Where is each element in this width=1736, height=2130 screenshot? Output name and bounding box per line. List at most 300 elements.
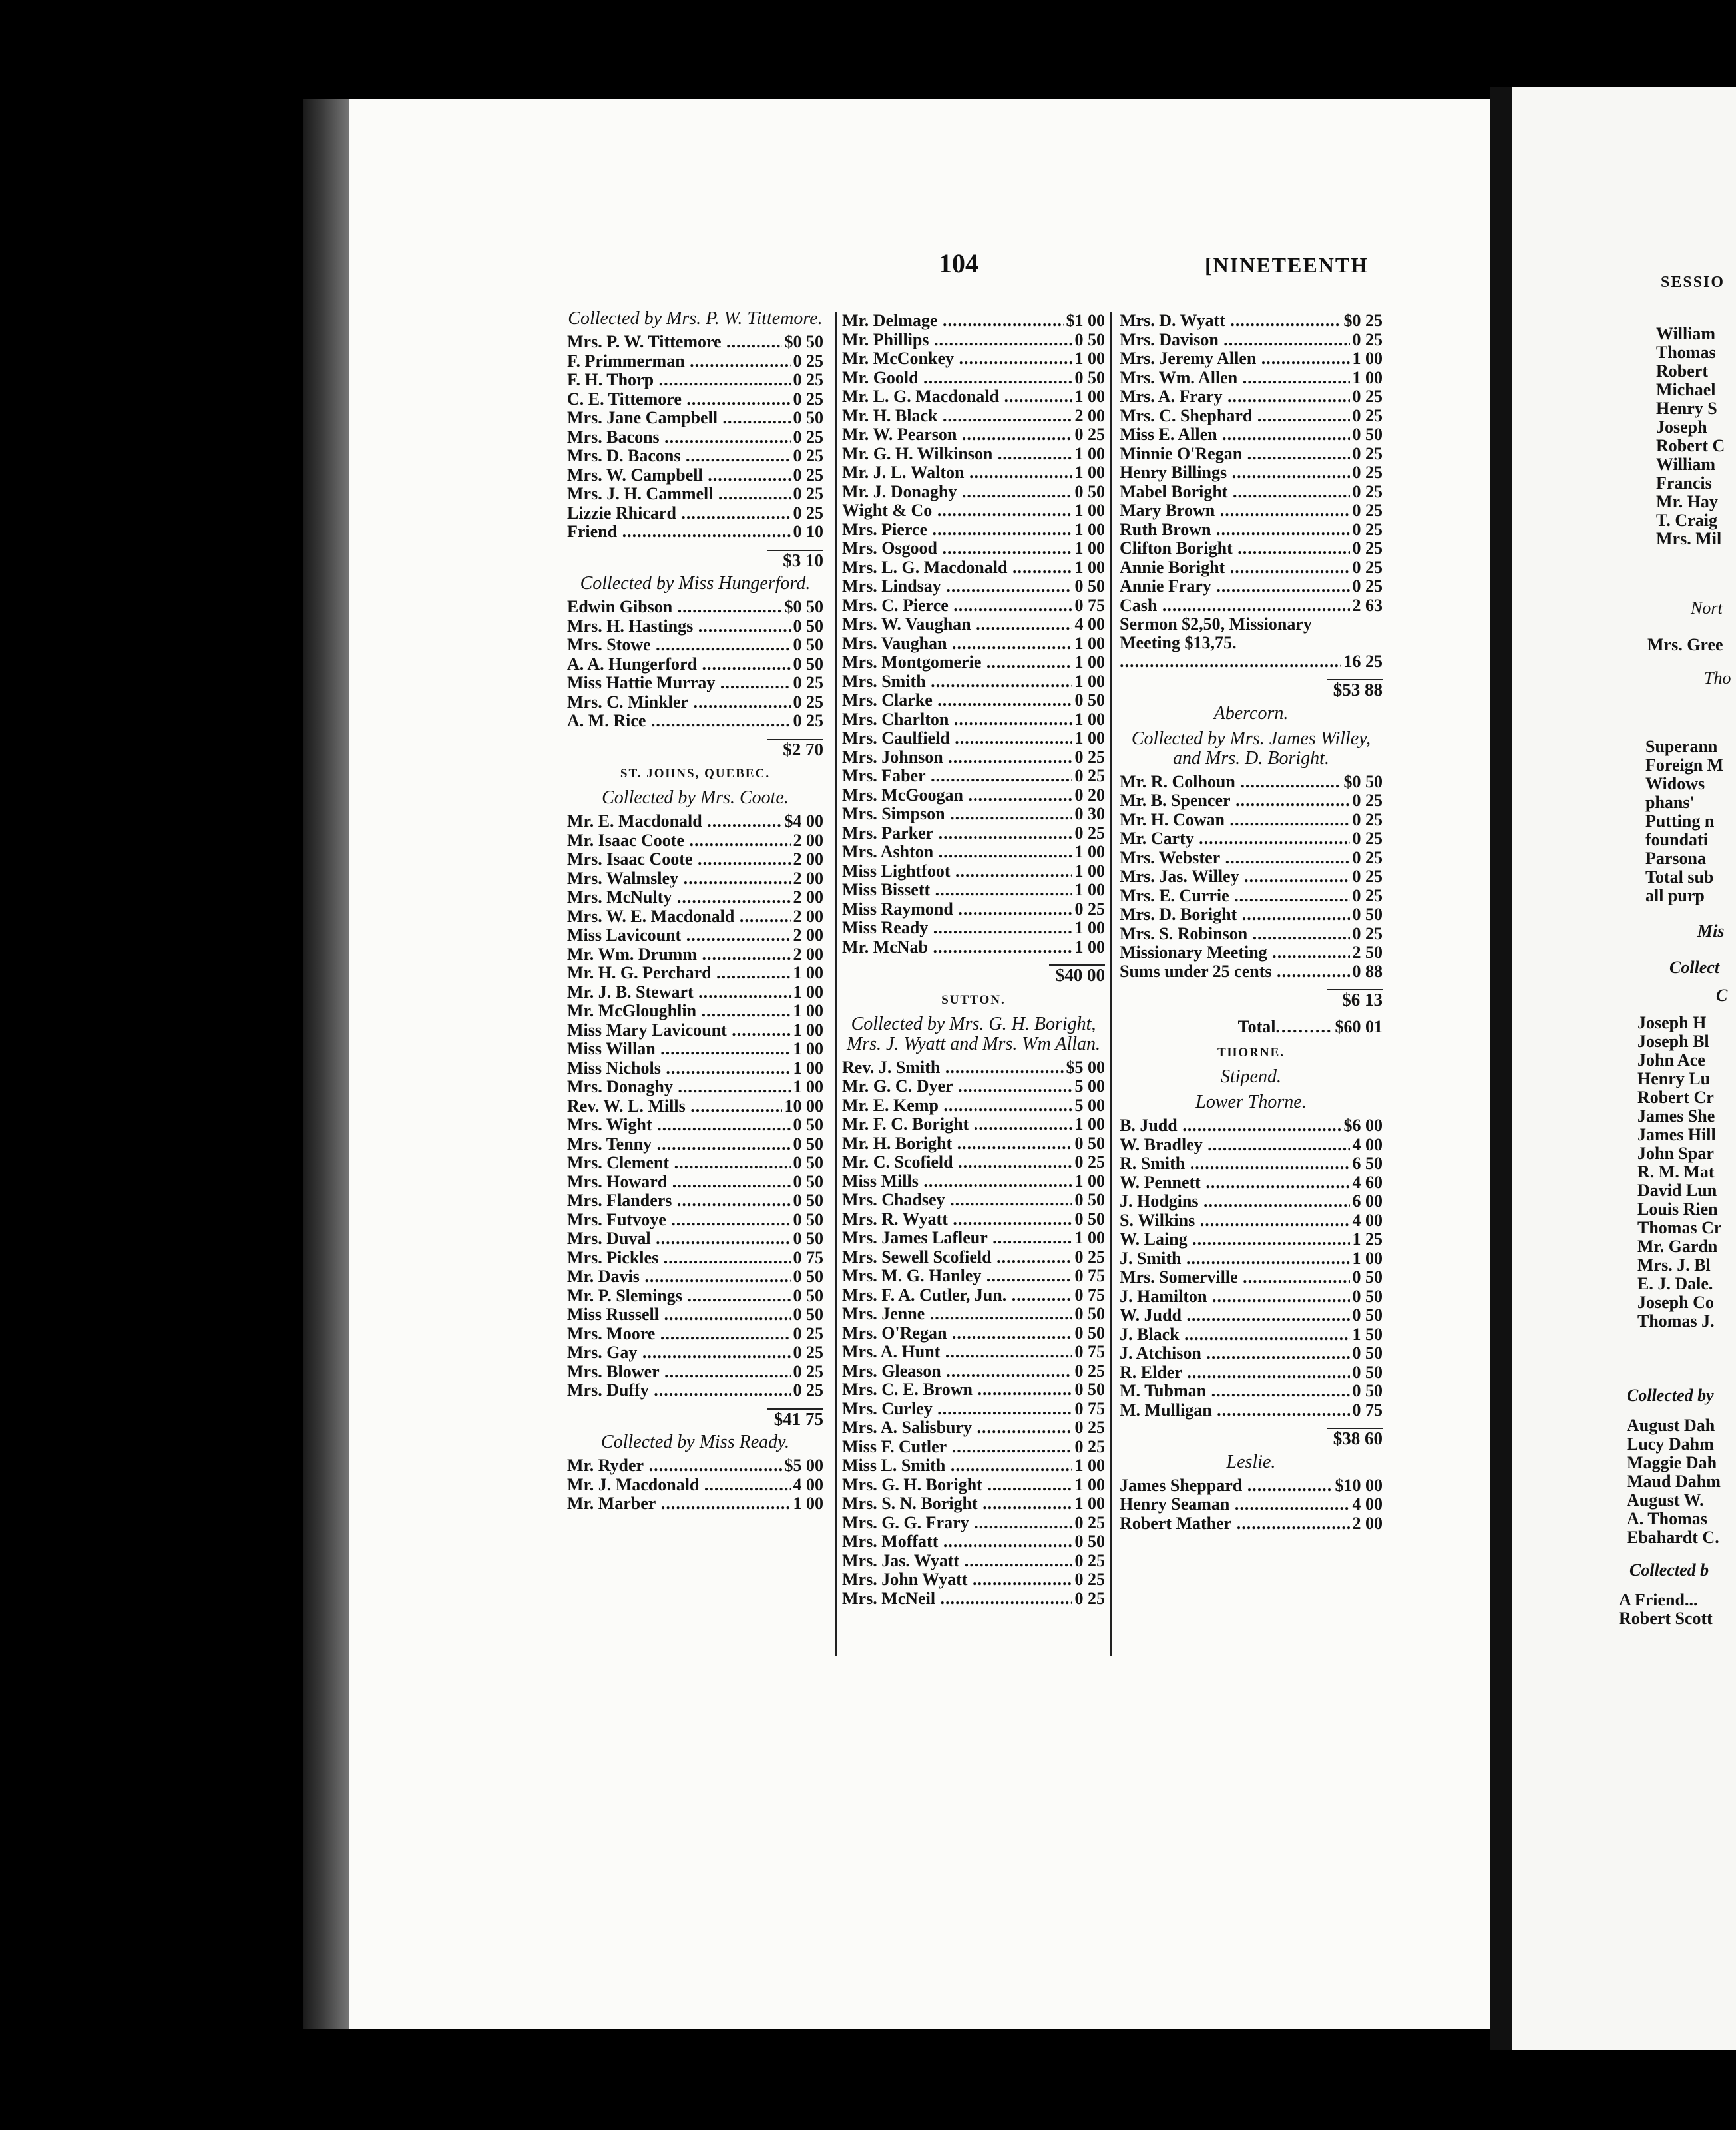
entry-amount: 0 25 xyxy=(1074,1418,1105,1437)
entry-name: Ruth Brown ..... xyxy=(1120,521,1350,540)
entry-row xyxy=(842,1077,1105,1096)
entry-row xyxy=(1120,849,1383,868)
entry-row xyxy=(1120,387,1383,407)
entry-name: Mrs. D. Boright ..... xyxy=(1120,905,1350,925)
entry-row xyxy=(1120,1344,1383,1363)
entry-row xyxy=(1120,1192,1383,1211)
facing-line: Louis Rien xyxy=(1637,1199,1718,1219)
entry-name: Mrs. S. Robinson ..... xyxy=(1120,925,1350,944)
entry-amount: 4 60 xyxy=(1352,1172,1383,1192)
entry-amount: 0 25 xyxy=(1352,463,1383,482)
entry-name: Wight & Co ..... xyxy=(842,501,1072,521)
entry-row xyxy=(842,1172,1105,1191)
entry-list xyxy=(567,598,823,731)
entry-amount: 0 50 xyxy=(1074,1323,1105,1343)
entry-amount: 0 50 xyxy=(1352,1362,1383,1382)
entry-row xyxy=(842,1552,1105,1571)
entry-name: Mrs. Webster ..... xyxy=(1120,849,1350,868)
entry-amount: 0 25 xyxy=(793,711,823,730)
facing-line: Thomas xyxy=(1656,343,1716,362)
entry-name: Mr. Wm. Drumm ..... xyxy=(567,945,791,964)
entry-amount: 1 00 xyxy=(1352,1248,1383,1268)
entry-row xyxy=(842,521,1105,540)
entry-amount: $5 00 xyxy=(784,1456,823,1475)
entry-amount: 1 00 xyxy=(1074,709,1105,729)
entry-row xyxy=(842,1229,1105,1248)
entry-list xyxy=(567,812,823,1400)
entry-row xyxy=(842,1532,1105,1552)
entry-amount: 2 00 xyxy=(793,830,823,850)
entry-amount: 0 75 xyxy=(1352,1400,1383,1420)
entry-row xyxy=(567,983,823,1002)
facing-line: Lucy Dahm xyxy=(1627,1434,1714,1454)
entry-list xyxy=(1120,773,1383,982)
entry-row xyxy=(842,919,1105,938)
entry-amount: 1 00 xyxy=(1074,671,1105,691)
entry-name: Mrs. Montgomerie ..... xyxy=(842,653,1072,672)
entry-amount: 0 50 xyxy=(1352,1267,1383,1287)
entry-name: Mrs. Bacons ..... xyxy=(567,428,791,447)
facing-list xyxy=(1645,738,1723,905)
entry-amount: 10 00 xyxy=(784,1096,823,1116)
entry-amount: 0 25 xyxy=(793,1361,823,1381)
entry-name: Annie Boright ..... xyxy=(1120,558,1350,578)
entry-amount: 0 20 xyxy=(1074,785,1105,805)
entry-name: Mrs. Gay ..... xyxy=(567,1343,791,1363)
entry-row xyxy=(1120,577,1383,596)
entry-name: Mr. Marber ..... xyxy=(567,1494,791,1514)
entry-amount: 1 00 xyxy=(793,1001,823,1020)
entry-amount: 0 50 xyxy=(793,1134,823,1154)
entry-row xyxy=(842,349,1105,369)
entry-row xyxy=(842,1324,1105,1343)
entry-row xyxy=(842,539,1105,558)
entry-row xyxy=(1120,483,1383,502)
place-heading: Abercorn. xyxy=(1213,702,1289,724)
entry-amount: 0 50 xyxy=(793,1267,823,1286)
entry-list xyxy=(1120,1116,1383,1420)
entry-amount: 1 50 xyxy=(1352,1324,1383,1344)
entry-row xyxy=(567,409,823,428)
entry-row xyxy=(1120,425,1383,445)
facing-line: Maggie Dah xyxy=(1627,1453,1717,1472)
entry-row xyxy=(842,425,1105,445)
entry-row xyxy=(842,1267,1105,1286)
entry-name: Mrs. P. W. Tittemore ..... xyxy=(567,333,782,352)
entry-name: Mrs. G. G. Frary ..... xyxy=(842,1514,1072,1533)
grand-total: Total .......... $60 01 xyxy=(1237,1016,1383,1036)
entry-row xyxy=(842,577,1105,596)
entry-amount: 1 00 xyxy=(1074,387,1105,406)
entry-name: Mrs. C. E. Brown ..... xyxy=(842,1381,1072,1400)
entry-row xyxy=(1120,1116,1383,1136)
entry-amount: 0 75 xyxy=(1074,1266,1105,1285)
facing-line: Total sub xyxy=(1645,867,1714,887)
entry-name: Mr. F. C. Boright ..... xyxy=(842,1115,1072,1134)
entry-row xyxy=(567,1135,823,1154)
entry-list xyxy=(842,312,1105,957)
entry-amount: 0 50 xyxy=(1074,1380,1105,1399)
entry-row xyxy=(842,1514,1105,1533)
entry-row xyxy=(842,1362,1105,1381)
subtotal: $40 00 xyxy=(842,964,1105,984)
entry-name: F. H. Thorp ..... xyxy=(567,371,791,390)
entry-name: Annie Frary ..... xyxy=(1120,577,1350,596)
entry-row xyxy=(1120,1514,1383,1534)
entry-name: Mrs. L. G. Macdonald ..... xyxy=(842,558,1072,578)
entry-name: Mrs. Osgood ..... xyxy=(842,539,1072,558)
entry-amount: 0 50 xyxy=(793,635,823,654)
entry-row xyxy=(842,1343,1105,1362)
page-number: 104 xyxy=(939,248,978,278)
subtotal: $2 70 xyxy=(567,739,823,758)
entry-amount: 0 50 xyxy=(793,654,823,674)
entry-row xyxy=(1120,1173,1383,1193)
entry-row xyxy=(567,466,823,485)
facing-line: Mrs. Mil xyxy=(1656,529,1722,548)
entry-row xyxy=(842,558,1105,578)
entry-row xyxy=(1120,1306,1383,1325)
entry-amount: 0 50 xyxy=(1074,329,1105,349)
entry-amount: 2 00 xyxy=(1352,1513,1383,1533)
facing-line: James Hill xyxy=(1637,1125,1716,1144)
entry-row xyxy=(1120,887,1383,906)
subtotal: $41 75 xyxy=(567,1408,823,1428)
entry-amount: 0 25 xyxy=(1352,791,1383,810)
entry-row xyxy=(842,1210,1105,1229)
entry-name: W. Pennett ..... xyxy=(1120,1173,1350,1193)
entry-amount: 0 25 xyxy=(1074,1436,1105,1456)
entry-amount: 0 25 xyxy=(1352,443,1383,463)
entry-name: J. Hamilton ..... xyxy=(1120,1287,1350,1307)
section-heading: Stipend. xyxy=(1221,1066,1281,1087)
facing-line: Parsona xyxy=(1645,849,1706,868)
entry-amount: 0 50 xyxy=(1074,1190,1105,1209)
entry-name: Miss E. Allen ..... xyxy=(1120,425,1350,445)
facing-line: Robert Scott xyxy=(1619,1609,1713,1628)
entry-name: Mrs. Caulfield ..... xyxy=(842,729,1072,748)
entry-row xyxy=(567,1116,823,1135)
entry-name: Henry Seaman ..... xyxy=(1120,1495,1350,1514)
entry-amount: 1 00 xyxy=(1074,633,1105,653)
entry-row xyxy=(567,1059,823,1078)
entry-row xyxy=(842,710,1105,730)
entry-name: Mr. J. L. Walton ..... xyxy=(842,463,1072,483)
facing-line: August W. xyxy=(1627,1490,1704,1510)
entry-name: Miss Russell ..... xyxy=(567,1305,791,1325)
entry-amount: 0 25 xyxy=(1352,576,1383,596)
entry-name: Mrs. Stowe ..... xyxy=(567,636,791,655)
subtotal: $3 10 xyxy=(567,550,823,569)
entry-row xyxy=(567,1078,823,1097)
collector-heading: Collected by Miss Ready. xyxy=(600,1432,790,1452)
entry-amount: 1 00 xyxy=(793,1494,823,1513)
entry-row xyxy=(842,1494,1105,1514)
entry-name: Minnie O'Regan ..... xyxy=(1120,445,1350,464)
entry-amount: 0 50 xyxy=(793,1191,823,1210)
facing-line: Henry S xyxy=(1656,399,1717,418)
entry-name: Mrs. C. Pierce ..... xyxy=(842,596,1072,616)
collector-heading: Collected by Miss Hungerford. xyxy=(580,573,811,594)
entry-amount: 0 25 xyxy=(1074,1588,1105,1608)
entry-name: Mrs. Smith ..... xyxy=(842,672,1072,692)
entry-amount: 0 50 xyxy=(1074,367,1105,387)
entry-amount: 2 00 xyxy=(793,887,823,907)
entry-amount: 0 25 xyxy=(1352,538,1383,558)
entry-row xyxy=(1120,407,1383,426)
entry-name: Mrs. D. Bacons ..... xyxy=(567,447,791,466)
facing-line: Robert xyxy=(1656,361,1708,381)
entry-row xyxy=(1120,829,1383,849)
entry-row xyxy=(842,634,1105,654)
entry-amount: 1 00 xyxy=(1074,538,1105,558)
facing-heading: Mis xyxy=(1697,921,1725,941)
entry-row xyxy=(1120,1249,1383,1269)
facing-line: Joseph xyxy=(1656,417,1707,437)
facing-line: Joseph Co xyxy=(1637,1293,1714,1312)
entry-name: Friend ..... xyxy=(567,523,791,542)
facing-heading: Nort xyxy=(1691,598,1723,618)
subtotal: $38 60 xyxy=(1120,1428,1383,1447)
entry-amount: 0 50 xyxy=(793,1305,823,1324)
entry-row xyxy=(567,447,823,466)
entry-amount: 0 25 xyxy=(1074,425,1105,444)
entry-amount: $6 00 xyxy=(1343,1116,1383,1135)
entry-amount: 0 50 xyxy=(793,408,823,427)
column-1 xyxy=(567,304,823,1514)
entry-name: Mr. Davis ..... xyxy=(567,1267,791,1287)
entry-name: Mrs. Faber ..... xyxy=(842,767,1072,786)
entry-amount: 0 25 xyxy=(1352,329,1383,349)
entry-row xyxy=(842,843,1105,862)
entry-name: Mrs. Sewell Scofield ..... xyxy=(842,1248,1072,1267)
entry-name: Mrs. Jas. Wyatt ..... xyxy=(842,1552,1072,1571)
entry-amount: 0 25 xyxy=(1352,481,1383,501)
entry-row xyxy=(1120,349,1383,369)
entry-row xyxy=(567,1191,823,1211)
entry-row xyxy=(842,445,1105,464)
entry-row xyxy=(567,598,823,617)
entry-row xyxy=(1120,1230,1383,1249)
entry-name: Mrs. Duval ..... xyxy=(567,1229,791,1249)
entry-name: Miss Mary Lavicount ..... xyxy=(567,1021,791,1040)
entry-row xyxy=(1120,369,1383,388)
entry-row xyxy=(842,672,1105,692)
facing-heading: C xyxy=(1716,986,1728,1005)
entry-name: Mabel Boright ..... xyxy=(1120,483,1350,502)
entry-row xyxy=(842,1438,1105,1457)
entry-row xyxy=(567,617,823,636)
entry-amount: 0 50 xyxy=(1074,1532,1105,1551)
facing-line: David Lun xyxy=(1637,1181,1717,1200)
entry-row xyxy=(1120,1401,1383,1420)
facing-page-gutter xyxy=(1490,87,1512,2050)
entry-amount: 0 25 xyxy=(1074,1570,1105,1589)
subtotal: $6 13 xyxy=(1120,989,1383,1008)
entry-row xyxy=(567,1267,823,1287)
entry-name: J. Black ..... xyxy=(1120,1325,1350,1345)
facing-heading: Collect xyxy=(1669,958,1720,977)
entry-name: Mrs. Duffy ..... xyxy=(567,1381,791,1400)
entry-name: Mr. E. Kemp ..... xyxy=(842,1096,1072,1116)
entry-amount: 5 00 xyxy=(1074,1095,1105,1115)
entry-amount: 0 50 xyxy=(1074,1133,1105,1153)
entry-row xyxy=(567,1456,823,1476)
entry-amount: 0 25 xyxy=(1352,557,1383,577)
facing-line: Robert Cr xyxy=(1637,1088,1714,1107)
entry-row xyxy=(842,1286,1105,1305)
entry-amount: $4 00 xyxy=(784,811,823,831)
entry-name: Miss Hattie Murray ..... xyxy=(567,674,791,693)
entry-name: W. Bradley ..... xyxy=(1120,1136,1350,1155)
entry-list xyxy=(1120,312,1383,615)
facing-line: John Ace xyxy=(1637,1050,1705,1070)
entry-name: Mrs. Donaghy ..... xyxy=(567,1078,791,1097)
entry-name: Henry Billings ..... xyxy=(1120,463,1350,483)
entry-row xyxy=(567,1040,823,1059)
entry-amount: 0 25 xyxy=(1074,766,1105,785)
facing-line: Robert C xyxy=(1656,436,1725,455)
entry-row xyxy=(842,1570,1105,1590)
entry-amount: 0 25 xyxy=(793,692,823,712)
entry-name: Mr. Carty ..... xyxy=(1120,829,1350,849)
entry-row xyxy=(842,653,1105,672)
entry-name: Mrs. Charlton ..... xyxy=(842,710,1072,730)
entry-row xyxy=(567,693,823,712)
entry-amount: 1 00 xyxy=(1074,463,1105,482)
entry-amount: 0 25 xyxy=(1074,1361,1105,1381)
entry-name: Mrs. Wight ..... xyxy=(567,1116,791,1135)
entry-name: Mrs. Isaac Coote ..... xyxy=(567,850,791,869)
facing-line: Mrs. J. Bl xyxy=(1637,1255,1711,1275)
entry-amount: 2 00 xyxy=(793,868,823,888)
entry-amount: 2 63 xyxy=(1352,595,1383,615)
entry-row xyxy=(842,1590,1105,1609)
page-spine-shadow xyxy=(303,99,349,2029)
entry-amount: 2 00 xyxy=(793,944,823,964)
entry-amount: 1 00 xyxy=(1074,1114,1105,1134)
entry-row xyxy=(842,824,1105,843)
entry-name: Mrs. Flanders ..... xyxy=(567,1191,791,1211)
entry-row xyxy=(1120,1382,1383,1401)
facing-line: Putting n xyxy=(1645,811,1715,831)
entry-amount: 0 75 xyxy=(1074,1398,1105,1418)
entry-amount: 1 00 xyxy=(1074,1474,1105,1494)
entry-row xyxy=(842,691,1105,710)
entry-amount: 0 50 xyxy=(1352,1343,1383,1363)
entry-amount: 0 75 xyxy=(793,1247,823,1267)
entry-name: Mr. Isaac Coote ..... xyxy=(567,831,791,851)
entry-name: Mr. J. Macdonald ..... xyxy=(567,1476,791,1495)
entry-row xyxy=(567,945,823,964)
entry-name: Mrs. D. Wyatt ..... xyxy=(1120,312,1341,331)
entry-name: Mrs. Clarke ..... xyxy=(842,691,1072,710)
entry-row xyxy=(842,1381,1105,1400)
entry-amount: 0 88 xyxy=(1352,961,1383,981)
entry-name: Mrs. Moore ..... xyxy=(567,1325,791,1344)
entry-row xyxy=(1120,445,1383,464)
facing-line: T. Craig xyxy=(1656,511,1717,530)
entry-amount: 2 00 xyxy=(793,906,823,926)
entry-name: Mrs. Vaughan ..... xyxy=(842,634,1072,654)
entry-amount: 0 25 xyxy=(1352,405,1383,425)
entry-amount: 1 00 xyxy=(1074,1228,1105,1247)
facing-line: Joseph Bl xyxy=(1637,1032,1709,1051)
entry-name: Mrs. Pickles ..... xyxy=(567,1249,791,1268)
entry-row xyxy=(1120,312,1383,331)
entry-name: Mr. H. Cowan ..... xyxy=(1120,811,1350,830)
facing-line: Ebahardt C. xyxy=(1627,1528,1719,1547)
facing-line: Superann xyxy=(1645,737,1718,756)
facing-line: John Spar xyxy=(1637,1144,1714,1163)
entry-amount: 1 00 xyxy=(1074,842,1105,861)
entry-name: Mrs. Walmsley ..... xyxy=(567,869,791,889)
entry-name: Mr. Phillips ..... xyxy=(842,331,1072,350)
entry-amount: 2 50 xyxy=(1352,943,1383,962)
column-rule xyxy=(1110,312,1112,1656)
entry-row xyxy=(1120,905,1383,925)
entry-amount: 1 00 xyxy=(1074,349,1105,368)
entry-amount: 0 75 xyxy=(1074,595,1105,615)
facing-line: all purp xyxy=(1645,886,1705,905)
entry-amount: 4 00 xyxy=(1352,1134,1383,1154)
entry-name: Mrs. Tenny ..... xyxy=(567,1135,791,1154)
collector-heading: Collected by Mrs. James Willey, and Mrs. D. Boright. xyxy=(1131,728,1371,769)
entry-amount: 1 00 xyxy=(1074,652,1105,672)
entry-name: Rev. W. L. Mills ..... xyxy=(567,1097,782,1116)
column-rule xyxy=(835,312,837,1656)
entry-amount: 0 50 xyxy=(1074,690,1105,710)
entry-row xyxy=(842,1248,1105,1267)
facing-list xyxy=(1627,1416,1721,1547)
entry-amount: 6 50 xyxy=(1352,1154,1383,1173)
entry-list xyxy=(567,1456,823,1514)
entry-name: Mrs. John Wyatt ..... xyxy=(842,1570,1072,1590)
entry-amount: 0 50 xyxy=(1074,481,1105,501)
entry-name: Mrs. Jane Campbell ..... xyxy=(567,409,791,428)
entry-amount: 1 00 xyxy=(793,1077,823,1096)
entry-name: Mrs. A. Salisbury ..... xyxy=(842,1418,1072,1438)
entry-amount: $0 50 xyxy=(784,332,823,351)
entry-name: F. Primmerman ..... xyxy=(567,352,791,371)
entry-name: Miss Ready ..... xyxy=(842,919,1072,938)
entry-row xyxy=(1120,1325,1383,1345)
facing-line: Mr. Gardn xyxy=(1637,1237,1718,1256)
entry-name: Mrs. Simpson ..... xyxy=(842,805,1072,824)
entry-amount: 1 00 xyxy=(1074,443,1105,463)
entry-name: J. Atchison ..... xyxy=(1120,1344,1350,1363)
entry-row xyxy=(567,504,823,523)
entry-amount: 0 50 xyxy=(1074,1304,1105,1323)
entry-name: Mr. Goold ..... xyxy=(842,369,1072,388)
entry-amount: 0 25 xyxy=(1352,387,1383,406)
entry-row xyxy=(842,615,1105,634)
entry-row xyxy=(567,1494,823,1514)
facing-running-head: SESSIO xyxy=(1661,274,1725,291)
entry-row xyxy=(567,831,823,851)
entry-amount: $1 00 xyxy=(1066,311,1105,330)
entry-row xyxy=(1120,773,1383,792)
entry-amount: 1 00 xyxy=(1074,1494,1105,1513)
entry-amount: 0 25 xyxy=(1352,923,1383,943)
entry-name: Mr. J. Donaghy ..... xyxy=(842,483,1072,502)
collector-heading: Collected by Mrs. P. W. Tittemore. xyxy=(568,308,823,329)
entry-row xyxy=(567,1173,823,1192)
entry-amount: $10 00 xyxy=(1335,1475,1383,1495)
entry-row xyxy=(1120,791,1383,811)
entry-name: Mr. L. G. Macdonald ..... xyxy=(842,387,1072,407)
entry-name: M. Mulligan ..... xyxy=(1120,1401,1350,1420)
